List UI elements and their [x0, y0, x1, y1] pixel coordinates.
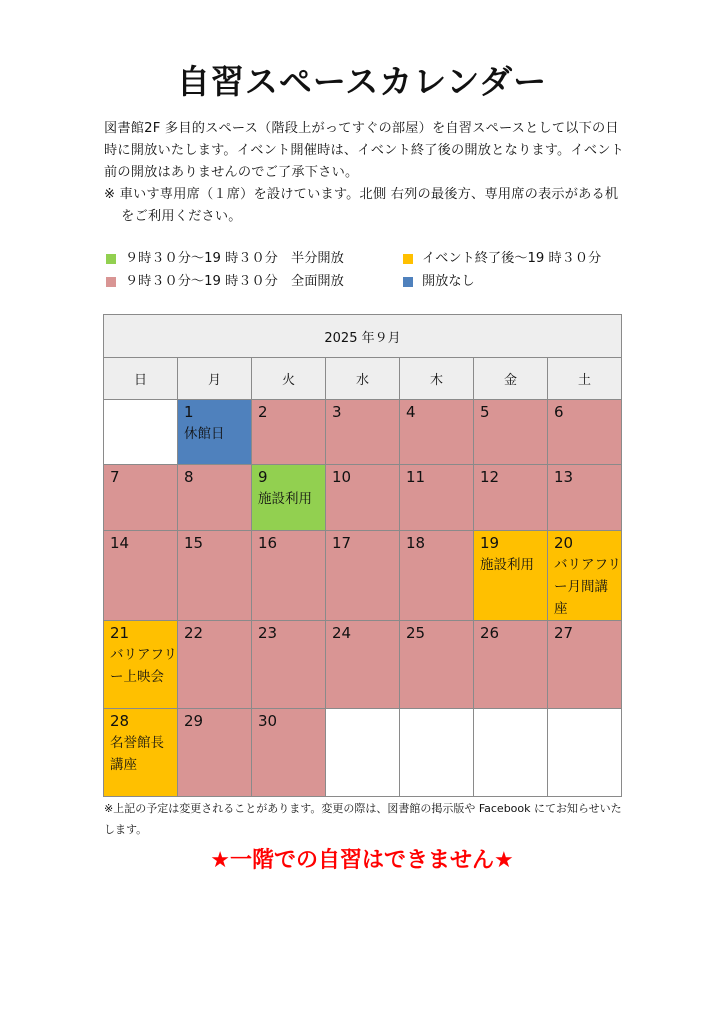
- day-number: 11: [406, 468, 426, 486]
- day-number: 22: [184, 624, 204, 642]
- day-number: 18: [406, 534, 426, 552]
- day-event-label: バリアフリー上映会: [110, 647, 177, 685]
- day-event-label: 施設利用: [480, 557, 534, 573]
- calendar-day-cell: [474, 531, 548, 621]
- footnote: ※上記の予定は変更されることがあります。変更の際は、図書館の掲示版や Facebook にてお知らせいたします。: [104, 802, 622, 836]
- calendar-day-cell: [326, 621, 400, 709]
- calendar-day-cell: [178, 400, 252, 465]
- day-number: 9: [258, 468, 268, 486]
- calendar-day-cell: [252, 531, 326, 621]
- day-event-label: 施設利用: [258, 491, 312, 507]
- calendar-day-cell: [252, 400, 326, 465]
- calendar-week-row: [104, 709, 622, 797]
- no-study-first-floor-banner: ★一階での自習はできません★: [210, 848, 514, 873]
- calendar-empty-cell: [400, 709, 474, 797]
- day-number: 17: [332, 534, 352, 552]
- day-event-label: バリアフリー月間講座: [554, 557, 621, 617]
- calendar-day-cell: [400, 621, 474, 709]
- day-number: 25: [406, 624, 426, 642]
- day-number: 27: [554, 624, 574, 642]
- legend-swatch-after-event: [403, 254, 413, 264]
- legend-swatch-full: [106, 277, 116, 287]
- weekday-header: 土: [548, 358, 622, 400]
- calendar-day-cell: [178, 709, 252, 797]
- day-number: 21: [110, 624, 130, 642]
- day-event-label: 休館日: [184, 426, 225, 442]
- calendar-day-cell: [104, 621, 178, 709]
- calendar-day-cell: [400, 531, 474, 621]
- day-number: 4: [406, 403, 416, 421]
- day-number: 23: [258, 624, 278, 642]
- calendar-day-cell: [178, 531, 252, 621]
- weekday-header: 火: [252, 358, 326, 400]
- legend-swatch-half: [106, 254, 116, 264]
- calendar-day-cell: [178, 465, 252, 531]
- day-number: 19: [480, 534, 500, 552]
- calendar-day-cell: [400, 465, 474, 531]
- day-number: 16: [258, 534, 278, 552]
- intro-paragraph: 図書館2F 多目的スペース（階段上がってすぐの部屋）を自習スペースとして以下の日時に開放いたします。イベント開催時は、イベント終了後の開放となります。イベント前の開放はありませんのでご了承下さい。: [104, 121, 624, 180]
- legend-item-after-event: [403, 248, 601, 270]
- wheelchair-note: ※ 車いす専用席（１席）を設けています。北側 右列の最後方、専用席の表示がある机をご利用ください。: [104, 187, 619, 224]
- calendar-day-cell: [104, 531, 178, 621]
- day-event-label: 名誉館長講座: [110, 735, 164, 773]
- calendar-day-cell: [548, 465, 622, 531]
- calendar-empty-cell: [104, 400, 178, 465]
- day-number: 24: [332, 624, 352, 642]
- weekday-header: 金: [474, 358, 548, 400]
- calendar-day-cell: [474, 465, 548, 531]
- legend-item-full-open: [106, 271, 344, 293]
- calendar-day-cell: [326, 531, 400, 621]
- calendar-empty-cell: [474, 709, 548, 797]
- day-number: 12: [480, 468, 500, 486]
- day-number: 15: [184, 534, 204, 552]
- calendar-month-label: 2025 年９月: [104, 315, 622, 358]
- calendar-day-cell: [252, 709, 326, 797]
- weekday-header: 月: [178, 358, 252, 400]
- page-title: 自習スペースカレンダー: [176, 62, 548, 101]
- calendar-week-row: [104, 531, 622, 621]
- day-number: 28: [110, 712, 130, 730]
- calendar-day-cell: [548, 531, 622, 621]
- day-number: 10: [332, 468, 352, 486]
- day-number: 7: [110, 468, 120, 486]
- legend-swatch-closed: [403, 277, 413, 287]
- legend-label: ９時３０分〜19 時３０分 半分開放: [125, 251, 344, 266]
- calendar-day-cell: [400, 400, 474, 465]
- calendar-day-cell: [252, 621, 326, 709]
- calendar-day-cell: [326, 465, 400, 531]
- calendar-day-cell: [252, 465, 326, 531]
- calendar-day-cell: [104, 465, 178, 531]
- day-number: 2: [258, 403, 268, 421]
- calendar-week-row: [104, 621, 622, 709]
- legend-label: 開放なし: [422, 274, 475, 289]
- day-number: 8: [184, 468, 194, 486]
- weekday-header: 木: [400, 358, 474, 400]
- calendar-day-cell: [474, 621, 548, 709]
- calendar-week-row: [104, 400, 622, 465]
- calendar-empty-cell: [548, 709, 622, 797]
- day-number: 6: [554, 403, 564, 421]
- day-number: 30: [258, 712, 278, 730]
- day-number: 26: [480, 624, 500, 642]
- calendar-day-cell: [178, 621, 252, 709]
- weekday-header: 水: [326, 358, 400, 400]
- day-number: 20: [554, 534, 574, 552]
- day-number: 14: [110, 534, 130, 552]
- calendar-table: [103, 314, 622, 797]
- calendar-day-cell: [104, 709, 178, 797]
- calendar-empty-cell: [326, 709, 400, 797]
- day-number: 1: [184, 403, 194, 421]
- calendar-day-cell: [548, 621, 622, 709]
- intro-text: [104, 118, 624, 228]
- legend-label: イベント終了後〜19 時３０分: [422, 251, 602, 266]
- calendar-day-cell: [548, 400, 622, 465]
- legend-item-closed: [403, 271, 475, 293]
- day-number: 5: [480, 403, 490, 421]
- day-number: 13: [554, 468, 574, 486]
- legend-label: ９時３０分〜19 時３０分 全面開放: [125, 274, 344, 289]
- day-number: 29: [184, 712, 204, 730]
- legend-item-half-open: [106, 248, 344, 270]
- day-number: 3: [332, 403, 342, 421]
- calendar-day-cell: [326, 400, 400, 465]
- calendar-day-cell: [474, 400, 548, 465]
- weekday-header: 日: [104, 358, 178, 400]
- calendar-week-row: [104, 465, 622, 531]
